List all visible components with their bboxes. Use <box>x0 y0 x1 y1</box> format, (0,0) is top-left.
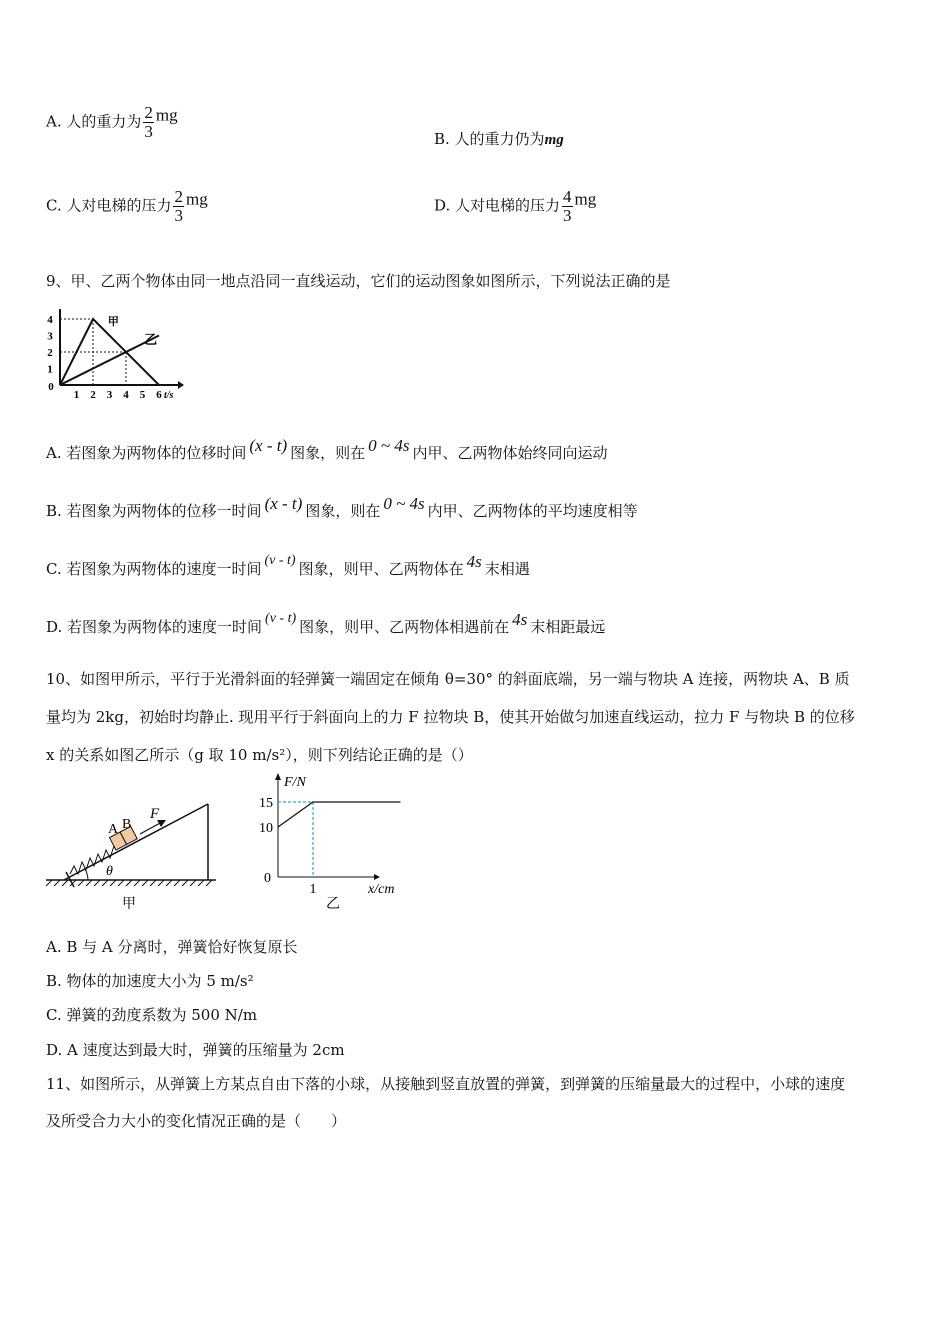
q10-figure-jia <box>44 770 224 915</box>
x-axis-arrow <box>178 381 184 389</box>
q10-option-c: C. 弹簧的劲度系数为 500 N/m <box>46 1006 258 1024</box>
y-axis-arrow <box>275 773 281 780</box>
q10-stem-line2: 量均为 2kg，初始时均静止. 现用平行于斜面向上的力 F 拉物块 B，使其开始做匀加速直线运动，拉力 F 与物块 B 的位移 <box>46 708 855 726</box>
y-axis-label: F/N <box>284 775 306 790</box>
angle-arc <box>85 869 88 880</box>
q8-option-b-text: B. 人的重力仍为 <box>434 130 545 148</box>
force-arrow <box>140 822 162 834</box>
x-axis-label: x/cm <box>368 882 395 897</box>
y-tick-label: 15 <box>259 796 273 811</box>
origin-label: 0 <box>264 871 271 886</box>
series-line <box>278 802 401 827</box>
x-tick-label: 6 <box>156 389 162 401</box>
x-tick-label: 4 <box>123 389 129 401</box>
label-b: B <box>122 817 132 832</box>
y-tick-label: 2 <box>47 347 53 359</box>
x-axis-unit: t/s <box>164 390 174 401</box>
x-tick-label: 2 <box>90 389 96 401</box>
series-label-yi: 乙 <box>144 331 158 347</box>
caption-yi: 乙 <box>326 897 340 912</box>
x-axis-arrow <box>374 874 380 880</box>
fraction: $\frac{2}{3}$ <box>174 187 183 225</box>
y-tick-label: 10 <box>259 821 273 836</box>
q10-figure-yi <box>252 770 412 915</box>
x-tick-label: 1 <box>73 389 80 401</box>
q9-stem: 9、甲、乙两个物体由同一地点沿同一直线运动，它们的运动图象如图所示，下列说法正确的是 <box>46 272 671 290</box>
y-tick-label: 1 <box>47 363 53 376</box>
series-label-jia: 甲 <box>107 315 119 328</box>
x-tick-label: 1 <box>309 882 317 897</box>
q8-option-c-text: C. 人对电梯的压力 <box>46 196 172 215</box>
q8-option-a: A. 人的重力为 $\frac{2}{3}$ mg <box>46 103 178 141</box>
q8-option-d-text: D. 人对电梯的压力 <box>434 196 561 215</box>
q11-stem-line1: 11、如图所示，从弹簧上方某点自由下落的小球，从接触到竖直放置的弹簧，到弹簧的压缩量最大的过程中，小球的速度 <box>46 1075 846 1093</box>
y-tick-label: 3 <box>47 330 53 343</box>
q10-stem-line1: 10、如图甲所示，平行于光滑斜面的轻弹簧一端固定在倾角 θ=30° 的斜面底端，另一端与物块 A 连接，两物块 A、B 质 <box>46 670 850 688</box>
q9-option-a: A. 若图象为两物体的位移时间 (x - t) 图象，则在 0 ~ 4s 内甲、乙两物体始终同向运动 <box>46 436 608 462</box>
q9-option-c: C. 若图象为两物体的速度一时间 (v - t) 图象，则甲、乙两物体在 4s 末相遇 <box>46 552 530 578</box>
origin-label: 0 <box>48 381 54 393</box>
label-a: A <box>108 822 119 837</box>
q8-option-c: C. 人对电梯的压力 $\frac{2}{3}$ mg <box>46 187 208 225</box>
q9-option-d: D. 若图象为两物体的速度一时间 (v - t) 图象，则甲、乙两物体相遇前在 4s 末相距最远 <box>46 610 606 636</box>
x-tick-label: 3 <box>106 389 113 401</box>
label-theta: θ <box>106 864 113 879</box>
q8-option-d: D. 人对电梯的压力 $\frac{4}{3}$ mg <box>434 187 597 225</box>
q9-option-b: B. 若图象为两物体的位移一时间 (x - t) 图象，则在 0 ~ 4s 内甲、乙两物体的平均速度相等 <box>46 494 638 520</box>
q9-graph <box>40 303 190 403</box>
label-f: F <box>150 806 160 822</box>
q11-stem-line2: 及所受合力大小的变化情况正确的是（ ） <box>46 1112 347 1130</box>
q10-option-a: A. B 与 A 分离时，弹簧恰好恢复原长 <box>46 938 298 956</box>
fraction: $\frac{4}{3}$ <box>563 187 572 225</box>
q10-stem-line3: x 的关系如图乙所示（g 取 10 m/s²），则下列结论正确的是（） <box>46 746 473 764</box>
q10-option-d: D. A 速度达到最大时，弹簧的压缩量为 2cm <box>46 1041 345 1059</box>
q8-option-b: B. 人的重力仍为mg <box>434 130 564 148</box>
q8-option-a-text: A. 人的重力为 <box>46 112 142 131</box>
q10-option-b: B. 物体的加速度大小为 5 m/s² <box>46 972 254 990</box>
fraction: $\frac{2}{3}$ <box>144 103 153 141</box>
caption-jia: 甲 <box>122 897 136 912</box>
y-tick-label: 4 <box>47 314 53 326</box>
x-tick-label: 5 <box>139 389 146 401</box>
